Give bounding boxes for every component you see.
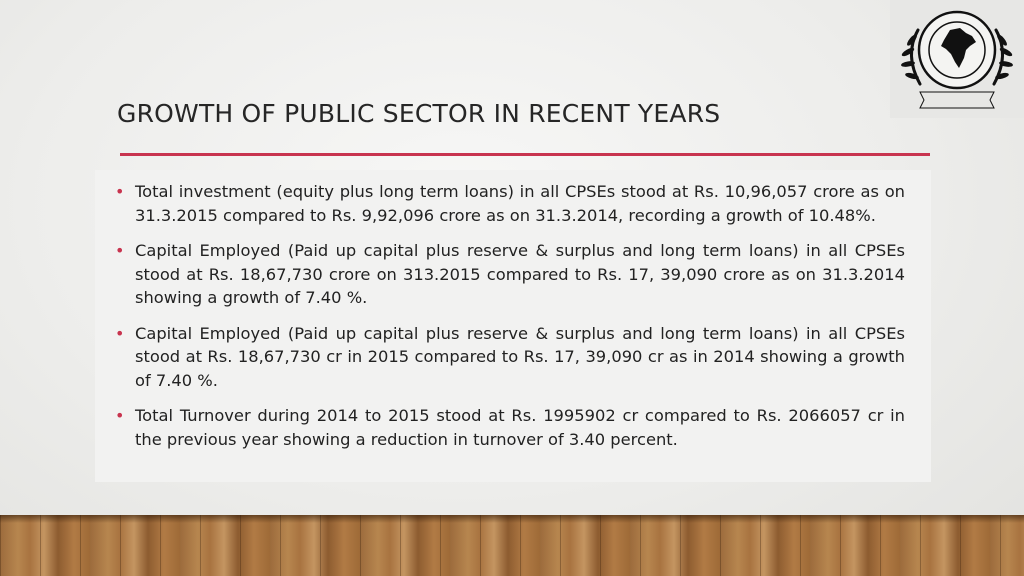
slide-title: GROWTH OF PUBLIC SECTOR IN RECENT YEARS [117,99,721,128]
bullet-text: Total investment (equity plus long term loans) in all CPSEs stood at Rs. 10,96,057 crore as on 31.3.2015 compared to Rs. 9,92,096 crore as on 31.3.2014, recording a growth of 10.48%. [135,182,905,225]
forum-seal-icon [890,0,1024,118]
list-item [115,180,905,227]
floor-shadow [0,515,1024,523]
bullet-dot-icon: • [115,323,125,343]
forum-logo [890,0,1024,118]
bullet-dot-icon: • [115,182,125,201]
bullet-list [115,180,905,451]
content-panel [95,170,931,482]
bullet-dot-icon: • [115,406,125,425]
list-item [115,322,905,393]
bullet-text: Capital Employed (Paid up capital plus reserve & surplus and long term loans) in all CPSEs stood at Rs. 18,67,730 cr in 2015 compared to Rs. 17, 39,090 cr as in 2014 showing a growth of 7.40 %. [135,323,905,390]
title-divider [120,153,930,156]
list-item [115,239,905,310]
wood-floor-background [0,515,1024,576]
bullet-text: Capital Employed (Paid up capital plus reserve & surplus and long term loans) in all CPSEs stood at Rs. 18,67,730 crore on 313.2015 compared to Rs. 17, 39,090 crore as on 31.3.2014 showing a growth of 7.40 %. [135,241,905,307]
list-item [115,404,905,451]
bullet-text: Total Turnover during 2014 to 2015 stood at Rs. 1995902 cr compared to Rs. 2066057 cr in the previous year showing a reduction in turnover of 3.40 percent. [135,406,905,449]
bullet-dot-icon: • [115,241,125,260]
